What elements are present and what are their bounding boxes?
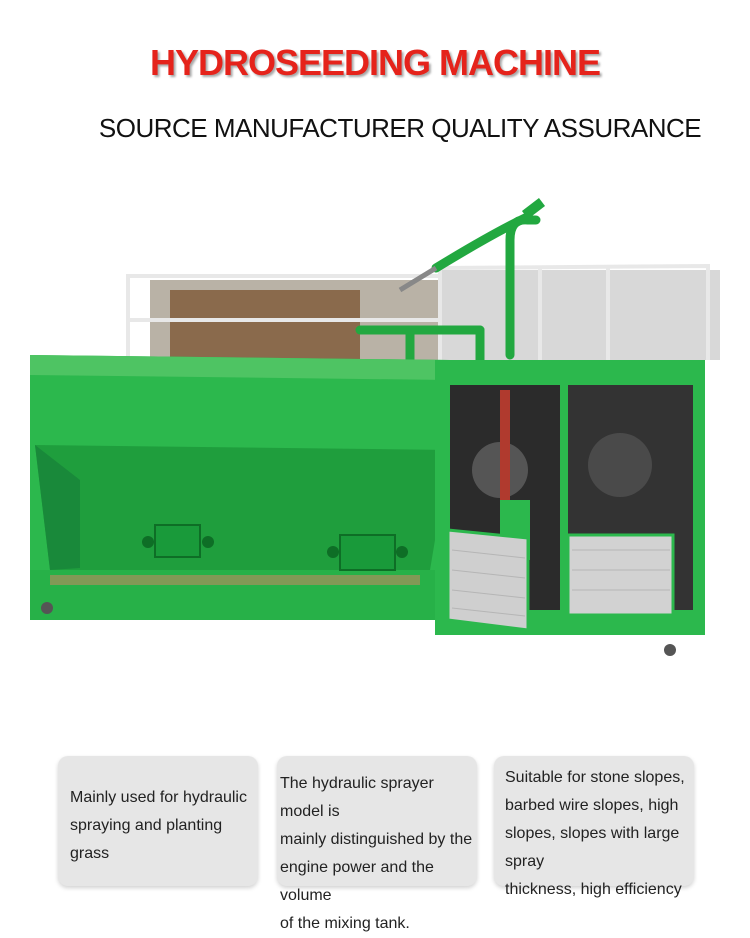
hydroseeding-machine-image xyxy=(20,180,740,690)
page-title: HYDROSEEDING MACHINE xyxy=(149,42,601,83)
feature-card-suitability xyxy=(494,756,694,898)
page-subtitle: SOURCE MANUFACTURER QUALITY ASSURANCE xyxy=(98,113,702,143)
feature-card-usage xyxy=(58,756,258,886)
feature-card-text: The hydraulic sprayer model is mainly distinguished by the engine power and the volume of the mixing tank. xyxy=(280,775,473,932)
feature-card-model xyxy=(277,756,477,932)
feature-card-text: Mainly used for hydraulic spraying and planting grass xyxy=(70,789,247,862)
feature-card-text: Suitable for stone slopes, barbed wire slopes, high slopes, slopes with large spray thickness, high efficiency xyxy=(505,769,685,898)
